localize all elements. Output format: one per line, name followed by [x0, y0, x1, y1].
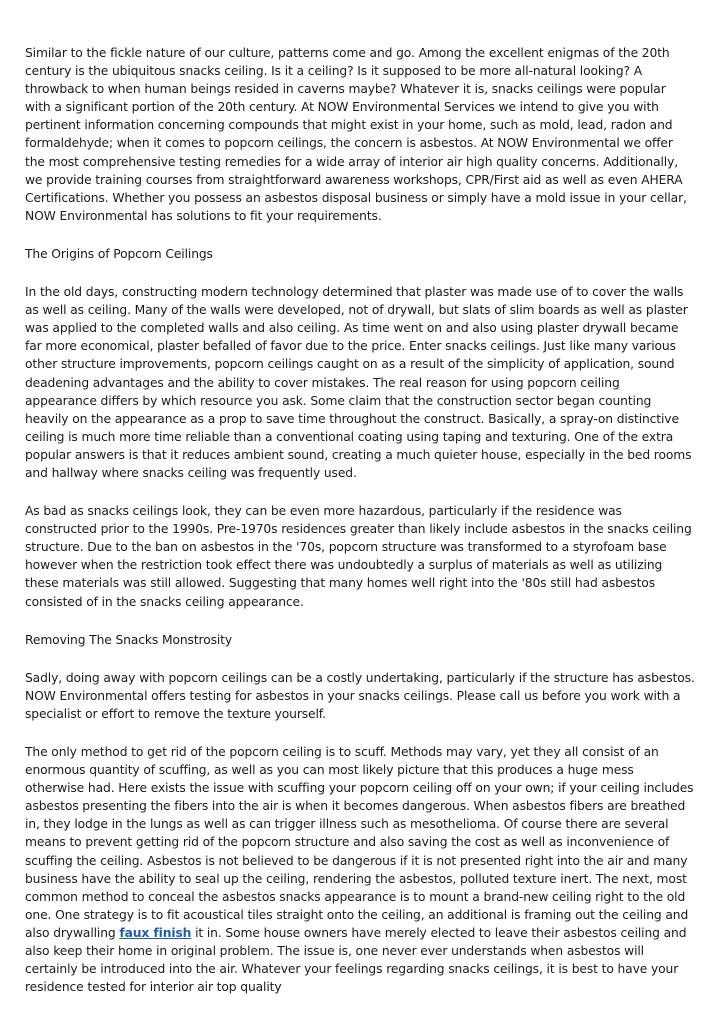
hazard-paragraph: As bad as snacks ceilings look, they can be even more hazardous, particularly if the residence was constructed prior to the 1990s. Pre-1970s residences greater than likely include asbestos in the snacks ceiling structure. Due to the ban on asbestos in the '70s, popcorn structure was transformed to a styrofoam base however when the restriction took effect there was undoubtedly a surplus of materials as well as utilizing these materials was still allowed. Suggesting that many homes well right into the '80s still had asbestos consisted of in the snacks ceiling appearance.	[25, 504, 692, 609]
section-heading-removing: Removing The Snacks Monstrosity	[25, 632, 233, 647]
method-text-before-link: The only method to get rid of the popcorn ceiling is to scuff. Methods may vary, yet they all consist of an enormous quantity of scuffing, as well as you can most likely picture that this produces a huge mess otherwise had. Here exists the issue with scuffing your popcorn ceiling off on your own; if your ceiling includes asbestos presenting the fibers into the air is when it becomes dangerous. When asbestos fibers are breathed in, they lodge in the lungs as well as can trigger illness such as mesothelioma. Of course there are several means to prevent getting rid of the popcorn structure and also saving the cost as well as inconvenience of scuffing the ceiling. Asbestos is not believed to be dangerous if it is not presented right into the air and many business have the ability to seal up the ceiling, rendering the asbestos, polluted texture inert. The next, most common method to conceal the asbestos snacks appearance is to mount a brand-new ceiling right to the old one. One strategy is to fit acoustical tiles straight onto the ceiling, an additional is framing out the ceiling and also drywalling	[25, 745, 694, 940]
intro-paragraph: Similar to the fickle nature of our culture, patterns come and go. Among the excellent enigmas of the 20th century is the ubiquitous snacks ceiling. Is it a ceiling? Is it supposed to be more all-natural looking? A throwback to when human beings resided in caverns maybe? Whatever it is, snacks ceilings were popular with a significant portion of the 20th century. At NOW Environmental Services we intend to give you with pertinent information concerning compounds that might exist in your home, such as mold, lead, radon and formaldehyde; when it comes to popcorn ceilings, the concern is asbestos. At NOW Environmental we offer the most comprehensive testing remedies for a wide array of interior air high quality concerns. Additionally, we provide training courses from straightforward awareness workshops, CPR/First aid as well as even AHERA Certifications. Whether you possess an asbestos disposal business or simply have a mold issue in your cellar, NOW Environmental has solutions to fit your requirements.	[25, 46, 687, 223]
method-paragraph	[25, 743, 695, 996]
section-heading-origins: The Origins of Popcorn Ceilings	[25, 246, 213, 261]
faux-finish-link[interactable]: faux finish	[119, 925, 192, 940]
origins-paragraph: In the old days, constructing modern technology determined that plaster was made use of to cover the walls as well as ceiling. Many of the walls were developed, not of drywall, but slats of slim boards as well as plaster was applied to the completed walls and also ceiling. As time went on and also using plaster drywall became far more economical, plaster befalled of favor due to the price. Enter snacks ceilings. Just like many various other structure improvements, popcorn ceilings caught on as a result of the simplicity of application, sound deadening advantages and the ability to cover mistakes. The real reason for using popcorn ceiling appearance differs by which resource you ask. Some claim that the construction sector began counting heavily on the appearance as a prop to save time throughout the construct. Basically, a spray-on distinctive ceiling is much more time reliable than a conventional coating using taping and texturing. One of the extra popular answers is that it reduces ambient sound, creating a much quieter house, especially in the bed rooms and hallway where snacks ceiling was frequently used.	[25, 285, 692, 480]
method-text-after-link: it in. Some house owners have merely elected to leave their asbestos ceiling and also keep their home in original problem. The issue is, one never ever understands when asbestos will certainly be introduced into the air. Whatever your feelings regarding snacks ceilings, it is best to have your residence tested for interior air top quality	[25, 925, 687, 995]
removing-paragraph: Sadly, doing away with popcorn ceilings can be a costly undertaking, particularly if the structure has asbestos. NOW Environmental offers testing for asbestos in your snacks ceilings. Please call us before you work with a specialist or effort to remove the texture yourself.	[25, 670, 695, 721]
